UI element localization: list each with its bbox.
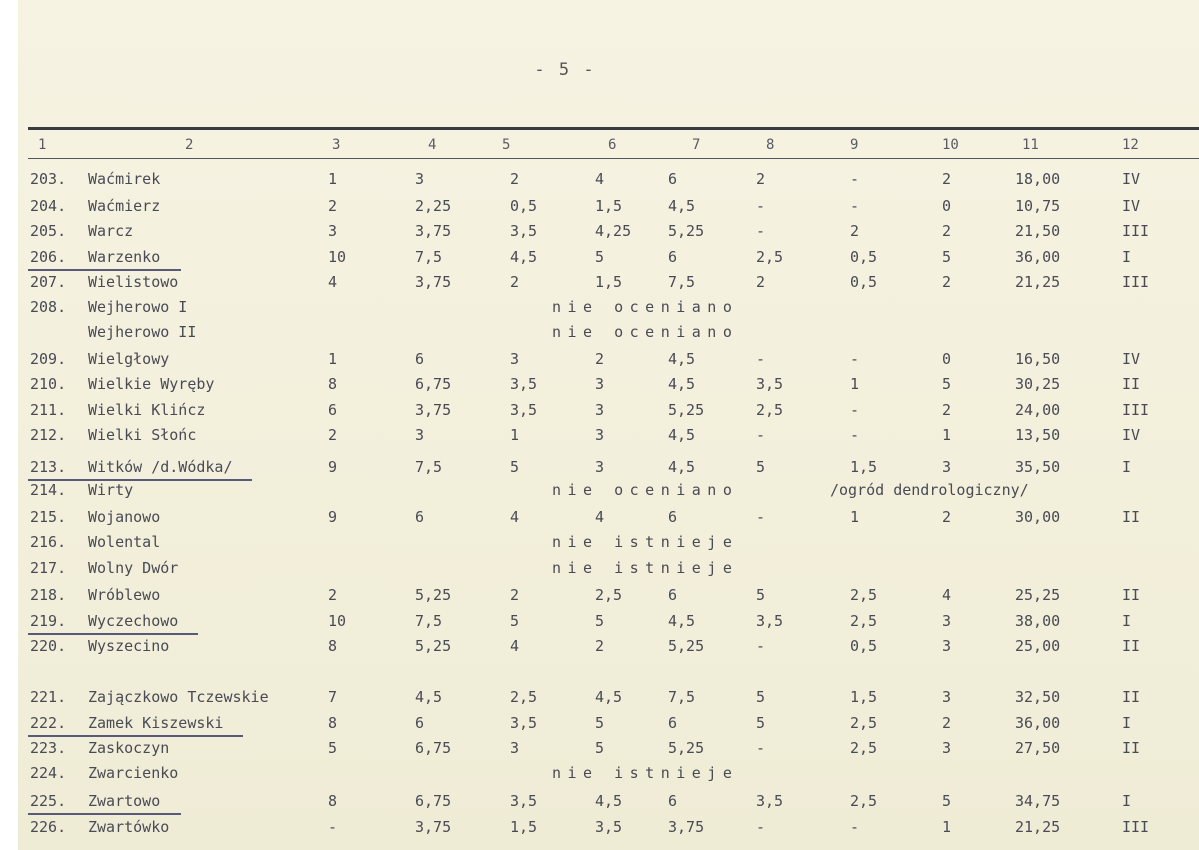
cell-col-6: 3,5 xyxy=(595,818,623,836)
column-header-6: 6 xyxy=(608,137,617,153)
row-number: 210. xyxy=(30,375,67,393)
cell-col-4: 3,75 xyxy=(415,273,452,291)
cell-col-9: - xyxy=(850,401,860,419)
cell-col-6: 4,5 xyxy=(595,792,623,810)
status-note: nie oceniano xyxy=(552,481,739,499)
cell-col-6: 3 xyxy=(595,426,605,444)
cell-col-4: 5,25 xyxy=(415,637,452,655)
cell-col-5: 0,5 xyxy=(510,197,538,215)
row-underline xyxy=(28,735,243,737)
place-name: Warzenko xyxy=(88,248,161,266)
cell-col-7: 3,75 xyxy=(668,818,705,836)
place-name: Warcz xyxy=(88,222,134,240)
cell-col-5: 1,5 xyxy=(510,818,538,836)
cell-col-8: - xyxy=(756,222,766,240)
cell-col-12: II xyxy=(1122,739,1141,757)
table-row xyxy=(0,323,1199,347)
status-note: nie oceniano xyxy=(552,323,739,341)
table-row xyxy=(0,612,1199,636)
cell-col-6: 2 xyxy=(595,637,605,655)
row-number: 209. xyxy=(30,350,67,368)
cell-col-6: 4,25 xyxy=(595,222,632,240)
table-header-rule xyxy=(28,158,1199,159)
row-number: 203. xyxy=(30,170,67,188)
column-header-7: 7 xyxy=(692,137,701,153)
status-note: nie oceniano xyxy=(552,298,739,316)
cell-col-10: 2 xyxy=(942,508,952,526)
cell-col-6: 4,5 xyxy=(595,688,623,706)
row-number: 213. xyxy=(30,458,67,476)
cell-col-4: 7,5 xyxy=(415,458,443,476)
table-row xyxy=(0,481,1199,505)
table-row xyxy=(0,559,1199,583)
row-number: 223. xyxy=(30,739,67,757)
place-name: Wolny Dwór xyxy=(88,559,179,577)
row-number: 219. xyxy=(30,612,67,630)
cell-col-10: 5 xyxy=(942,248,952,266)
cell-col-9: 2 xyxy=(850,222,860,240)
column-header-5: 5 xyxy=(502,137,511,153)
cell-col-11: 32,50 xyxy=(1015,688,1061,706)
cell-col-10: 1 xyxy=(942,818,952,836)
cell-col-11: 34,75 xyxy=(1015,792,1061,810)
cell-col-3: 10 xyxy=(328,248,347,266)
cell-col-3: 2 xyxy=(328,586,338,604)
cell-col-5: 3,5 xyxy=(510,375,538,393)
cell-col-8: 5 xyxy=(756,586,766,604)
cell-col-5: 3,5 xyxy=(510,714,538,732)
row-number: 205. xyxy=(30,222,67,240)
cell-col-11: 24,00 xyxy=(1015,401,1061,419)
cell-col-4: 6,75 xyxy=(415,375,452,393)
cell-col-10: 3 xyxy=(942,637,952,655)
cell-col-8: 2,5 xyxy=(756,248,784,266)
cell-col-9: 2,5 xyxy=(850,586,878,604)
cell-col-5: 4,5 xyxy=(510,248,538,266)
place-name: Wielistowo xyxy=(88,273,179,291)
cell-col-9: - xyxy=(850,426,860,444)
place-name: Waćmirek xyxy=(88,170,161,188)
cell-col-9: - xyxy=(850,197,860,215)
cell-col-7: 4,5 xyxy=(668,458,696,476)
column-header-9: 9 xyxy=(850,137,859,153)
cell-col-7: 4,5 xyxy=(668,375,696,393)
place-name: Wolental xyxy=(88,533,161,551)
cell-col-3: - xyxy=(328,818,338,836)
cell-col-3: 2 xyxy=(328,426,338,444)
cell-col-7: 5,25 xyxy=(668,222,705,240)
cell-col-3: 9 xyxy=(328,458,338,476)
cell-col-8: 2,5 xyxy=(756,401,784,419)
cell-col-11: 36,00 xyxy=(1015,714,1061,732)
cell-col-12: II xyxy=(1122,688,1141,706)
cell-col-7: 6 xyxy=(668,586,678,604)
cell-col-6: 3 xyxy=(595,375,605,393)
cell-col-3: 2 xyxy=(328,197,338,215)
row-number: 211. xyxy=(30,401,67,419)
cell-col-7: 5,25 xyxy=(668,637,705,655)
place-name: Zamek Kiszewski xyxy=(88,714,224,732)
cell-col-4: 5,25 xyxy=(415,586,452,604)
cell-col-8: - xyxy=(756,350,766,368)
cell-col-9: 0,5 xyxy=(850,273,878,291)
cell-col-7: 5,25 xyxy=(668,739,705,757)
cell-col-12: III xyxy=(1122,273,1150,291)
cell-col-10: 3 xyxy=(942,739,952,757)
table-row xyxy=(0,273,1199,297)
cell-col-3: 6 xyxy=(328,401,338,419)
cell-col-7: 4,5 xyxy=(668,197,696,215)
cell-col-8: 3,5 xyxy=(756,375,784,393)
column-header-3: 3 xyxy=(332,137,341,153)
cell-col-9: 2,5 xyxy=(850,739,878,757)
cell-col-11: 36,00 xyxy=(1015,248,1061,266)
place-name: Wyszecino xyxy=(88,637,170,655)
row-number: 215. xyxy=(30,508,67,526)
table-row xyxy=(0,248,1199,272)
cell-col-7: 6 xyxy=(668,714,678,732)
cell-col-6: 5 xyxy=(595,714,605,732)
cell-col-5: 1 xyxy=(510,426,520,444)
table-row xyxy=(0,170,1199,194)
cell-col-10: 4 xyxy=(942,586,952,604)
cell-col-4: 6,75 xyxy=(415,739,452,757)
cell-col-12: II xyxy=(1122,508,1141,526)
cell-col-4: 3,75 xyxy=(415,401,452,419)
cell-col-10: 3 xyxy=(942,688,952,706)
cell-col-3: 10 xyxy=(328,612,347,630)
cell-col-8: - xyxy=(756,508,766,526)
cell-col-4: 3,75 xyxy=(415,818,452,836)
cell-col-11: 35,50 xyxy=(1015,458,1061,476)
column-header-11: 11 xyxy=(1022,137,1039,153)
cell-col-8: - xyxy=(756,426,766,444)
place-name: Wejherowo II xyxy=(88,323,197,341)
cell-col-8: 5 xyxy=(756,714,766,732)
cell-col-3: 8 xyxy=(328,637,338,655)
place-name: Waćmierz xyxy=(88,197,161,215)
cell-col-6: 2 xyxy=(595,350,605,368)
cell-col-6: 1,5 xyxy=(595,273,623,291)
cell-col-6: 5 xyxy=(595,739,605,757)
cell-col-12: II xyxy=(1122,586,1141,604)
cell-col-12: II xyxy=(1122,637,1141,655)
cell-col-10: 3 xyxy=(942,612,952,630)
cell-col-3: 7 xyxy=(328,688,338,706)
cell-col-10: 0 xyxy=(942,197,952,215)
place-name: Zwarcienko xyxy=(88,764,179,782)
page-number: - 5 - xyxy=(534,60,596,80)
cell-col-8: - xyxy=(756,637,766,655)
row-number: 221. xyxy=(30,688,67,706)
cell-col-4: 3,75 xyxy=(415,222,452,240)
cell-col-5: 3,5 xyxy=(510,792,538,810)
cell-col-4: 6,75 xyxy=(415,792,452,810)
cell-col-12: IV xyxy=(1122,170,1141,188)
cell-col-10: 2 xyxy=(942,222,952,240)
cell-col-12: I xyxy=(1122,612,1132,630)
table-row xyxy=(0,586,1199,610)
cell-col-4: 6 xyxy=(415,350,425,368)
column-header-2: 2 xyxy=(185,137,194,153)
place-name: Zaskoczyn xyxy=(88,739,170,757)
place-name: Wielki Klińcz xyxy=(88,401,206,419)
row-number: 226. xyxy=(30,818,67,836)
table-row xyxy=(0,818,1199,842)
cell-col-10: 3 xyxy=(942,458,952,476)
cell-col-6: 3 xyxy=(595,401,605,419)
cell-col-12: IV xyxy=(1122,197,1141,215)
column-header-1: 1 xyxy=(38,137,47,153)
cell-col-6: 5 xyxy=(595,248,605,266)
cell-col-4: 4,5 xyxy=(415,688,443,706)
table-row xyxy=(0,222,1199,246)
row-number: 214. xyxy=(30,481,67,499)
cell-col-12: I xyxy=(1122,248,1132,266)
cell-col-4: 3 xyxy=(415,170,425,188)
row-number: 204. xyxy=(30,197,67,215)
row-underline xyxy=(28,633,198,635)
cell-col-9: 0,5 xyxy=(850,637,878,655)
cell-col-5: 5 xyxy=(510,458,520,476)
cell-col-11: 18,00 xyxy=(1015,170,1061,188)
cell-col-10: 2 xyxy=(942,170,952,188)
table-row xyxy=(0,426,1199,450)
cell-col-6: 3 xyxy=(595,458,605,476)
cell-col-11: 13,50 xyxy=(1015,426,1061,444)
cell-col-10: 2 xyxy=(942,401,952,419)
place-name: Wielgłowy xyxy=(88,350,170,368)
cell-col-8: 2 xyxy=(756,273,766,291)
table-row xyxy=(0,739,1199,763)
cell-col-8: 5 xyxy=(756,688,766,706)
cell-col-5: 2 xyxy=(510,170,520,188)
cell-col-3: 3 xyxy=(328,222,338,240)
cell-col-3: 9 xyxy=(328,508,338,526)
cell-col-11: 21,25 xyxy=(1015,273,1061,291)
cell-col-7: 6 xyxy=(668,792,678,810)
cell-col-7: 6 xyxy=(668,508,678,526)
row-number: 206. xyxy=(30,248,67,266)
cell-col-9: 2,5 xyxy=(850,612,878,630)
place-name: Wielkie Wyręby xyxy=(88,375,215,393)
cell-col-5: 4 xyxy=(510,508,520,526)
cell-col-6: 4 xyxy=(595,508,605,526)
cell-col-12: III xyxy=(1122,222,1150,240)
column-header-12: 12 xyxy=(1122,137,1139,153)
cell-col-11: 25,00 xyxy=(1015,637,1061,655)
row-underline xyxy=(28,813,181,815)
table-row xyxy=(0,197,1199,221)
cell-col-3: 8 xyxy=(328,375,338,393)
cell-col-3: 8 xyxy=(328,792,338,810)
cell-col-8: - xyxy=(756,818,766,836)
row-number: 212. xyxy=(30,426,67,444)
cell-col-10: 1 xyxy=(942,426,952,444)
row-number: 220. xyxy=(30,637,67,655)
cell-col-10: 5 xyxy=(942,375,952,393)
cell-col-3: 5 xyxy=(328,739,338,757)
cell-col-8: - xyxy=(756,739,766,757)
cell-col-10: 5 xyxy=(942,792,952,810)
cell-col-7: 4,5 xyxy=(668,612,696,630)
row-underline xyxy=(28,269,181,271)
table-row xyxy=(0,688,1199,712)
cell-col-5: 5 xyxy=(510,612,520,630)
cell-col-4: 3 xyxy=(415,426,425,444)
cell-col-5: 2 xyxy=(510,273,520,291)
cell-col-9: 1 xyxy=(850,375,860,393)
status-note: nie istnieje xyxy=(552,559,739,577)
cell-col-11: 27,50 xyxy=(1015,739,1061,757)
row-number: 207. xyxy=(30,273,67,291)
cell-col-5: 2 xyxy=(510,586,520,604)
cell-col-5: 3,5 xyxy=(510,222,538,240)
cell-col-9: 1,5 xyxy=(850,688,878,706)
cell-col-11: 21,50 xyxy=(1015,222,1061,240)
cell-col-3: 8 xyxy=(328,714,338,732)
table-row xyxy=(0,533,1199,557)
cell-col-8: 2 xyxy=(756,170,766,188)
cell-col-9: - xyxy=(850,818,860,836)
cell-col-7: 4,5 xyxy=(668,426,696,444)
row-number: 218. xyxy=(30,586,67,604)
place-name: Wróblewo xyxy=(88,586,161,604)
cell-col-12: II xyxy=(1122,375,1141,393)
row-number: 225. xyxy=(30,792,67,810)
cell-col-4: 6 xyxy=(415,508,425,526)
row-number: 217. xyxy=(30,559,67,577)
cell-col-10: 2 xyxy=(942,273,952,291)
table-top-rule xyxy=(28,127,1199,130)
table-row xyxy=(0,714,1199,738)
cell-col-7: 6 xyxy=(668,248,678,266)
cell-col-6: 1,5 xyxy=(595,197,623,215)
table-row xyxy=(0,350,1199,374)
table-row xyxy=(0,375,1199,399)
cell-col-6: 2,5 xyxy=(595,586,623,604)
cell-col-8: - xyxy=(756,197,766,215)
place-name: Wejherowo I xyxy=(88,298,188,316)
cell-col-8: 3,5 xyxy=(756,612,784,630)
place-name: Witków /d.Wódka/ xyxy=(88,458,233,476)
table-row xyxy=(0,508,1199,532)
cell-col-7: 4,5 xyxy=(668,350,696,368)
cell-col-9: 1 xyxy=(850,508,860,526)
cell-col-7: 7,5 xyxy=(668,688,696,706)
cell-col-12: I xyxy=(1122,458,1132,476)
cell-col-12: III xyxy=(1122,818,1150,836)
cell-col-8: 3,5 xyxy=(756,792,784,810)
cell-col-4: 6 xyxy=(415,714,425,732)
cell-col-12: I xyxy=(1122,792,1132,810)
cell-col-5: 3 xyxy=(510,739,520,757)
place-name: Wirty xyxy=(88,481,134,499)
row-number: 222. xyxy=(30,714,67,732)
place-name: Zajączkowo Tczewskie xyxy=(88,688,269,706)
cell-col-4: 2,25 xyxy=(415,197,452,215)
place-name: Zwartówko xyxy=(88,818,170,836)
place-name: Wojanowo xyxy=(88,508,161,526)
column-header-4: 4 xyxy=(428,137,437,153)
cell-col-11: 10,75 xyxy=(1015,197,1061,215)
cell-col-11: 30,00 xyxy=(1015,508,1061,526)
cell-col-10: 2 xyxy=(942,714,952,732)
cell-col-12: IV xyxy=(1122,350,1141,368)
cell-col-4: 7,5 xyxy=(415,248,443,266)
place-name: Wyczechowo xyxy=(88,612,179,630)
cell-col-9: - xyxy=(850,350,860,368)
table-row xyxy=(0,637,1199,661)
cell-col-3: 1 xyxy=(328,350,338,368)
cell-col-6: 5 xyxy=(595,612,605,630)
row-number: 216. xyxy=(30,533,67,551)
cell-col-11: 21,25 xyxy=(1015,818,1061,836)
cell-col-9: - xyxy=(850,170,860,188)
cell-col-7: 5,25 xyxy=(668,401,705,419)
cell-col-11: 16,50 xyxy=(1015,350,1061,368)
place-name: Zwartowo xyxy=(88,792,161,810)
cell-col-12: I xyxy=(1122,714,1132,732)
place-name: Wielki Słońc xyxy=(88,426,197,444)
cell-col-3: 1 xyxy=(328,170,338,188)
row-number: 208. xyxy=(30,298,67,316)
table-row xyxy=(0,401,1199,425)
cell-col-5: 3 xyxy=(510,350,520,368)
table-row xyxy=(0,458,1199,482)
column-header-8: 8 xyxy=(766,137,775,153)
cell-col-11: 25,25 xyxy=(1015,586,1061,604)
cell-col-9: 2,5 xyxy=(850,714,878,732)
cell-col-5: 3,5 xyxy=(510,401,538,419)
status-note: nie istnieje xyxy=(552,533,739,551)
cell-col-7: 6 xyxy=(668,170,678,188)
cell-col-7: 7,5 xyxy=(668,273,696,291)
cell-col-12: III xyxy=(1122,401,1150,419)
cell-col-4: 7,5 xyxy=(415,612,443,630)
row-remark: /ogród dendrologiczny/ xyxy=(830,481,1029,499)
cell-col-5: 4 xyxy=(510,637,520,655)
cell-col-9: 2,5 xyxy=(850,792,878,810)
cell-col-8: 5 xyxy=(756,458,766,476)
table-row xyxy=(0,764,1199,788)
cell-col-12: IV xyxy=(1122,426,1141,444)
cell-col-10: 0 xyxy=(942,350,952,368)
cell-col-5: 2,5 xyxy=(510,688,538,706)
table-row xyxy=(0,792,1199,816)
cell-col-6: 4 xyxy=(595,170,605,188)
cell-col-3: 4 xyxy=(328,273,338,291)
cell-col-9: 1,5 xyxy=(850,458,878,476)
table-row xyxy=(0,298,1199,322)
column-header-10: 10 xyxy=(942,137,959,153)
row-number: 224. xyxy=(30,764,67,782)
cell-col-11: 30,25 xyxy=(1015,375,1061,393)
cell-col-9: 0,5 xyxy=(850,248,878,266)
status-note: nie istnieje xyxy=(552,764,739,782)
cell-col-11: 38,00 xyxy=(1015,612,1061,630)
